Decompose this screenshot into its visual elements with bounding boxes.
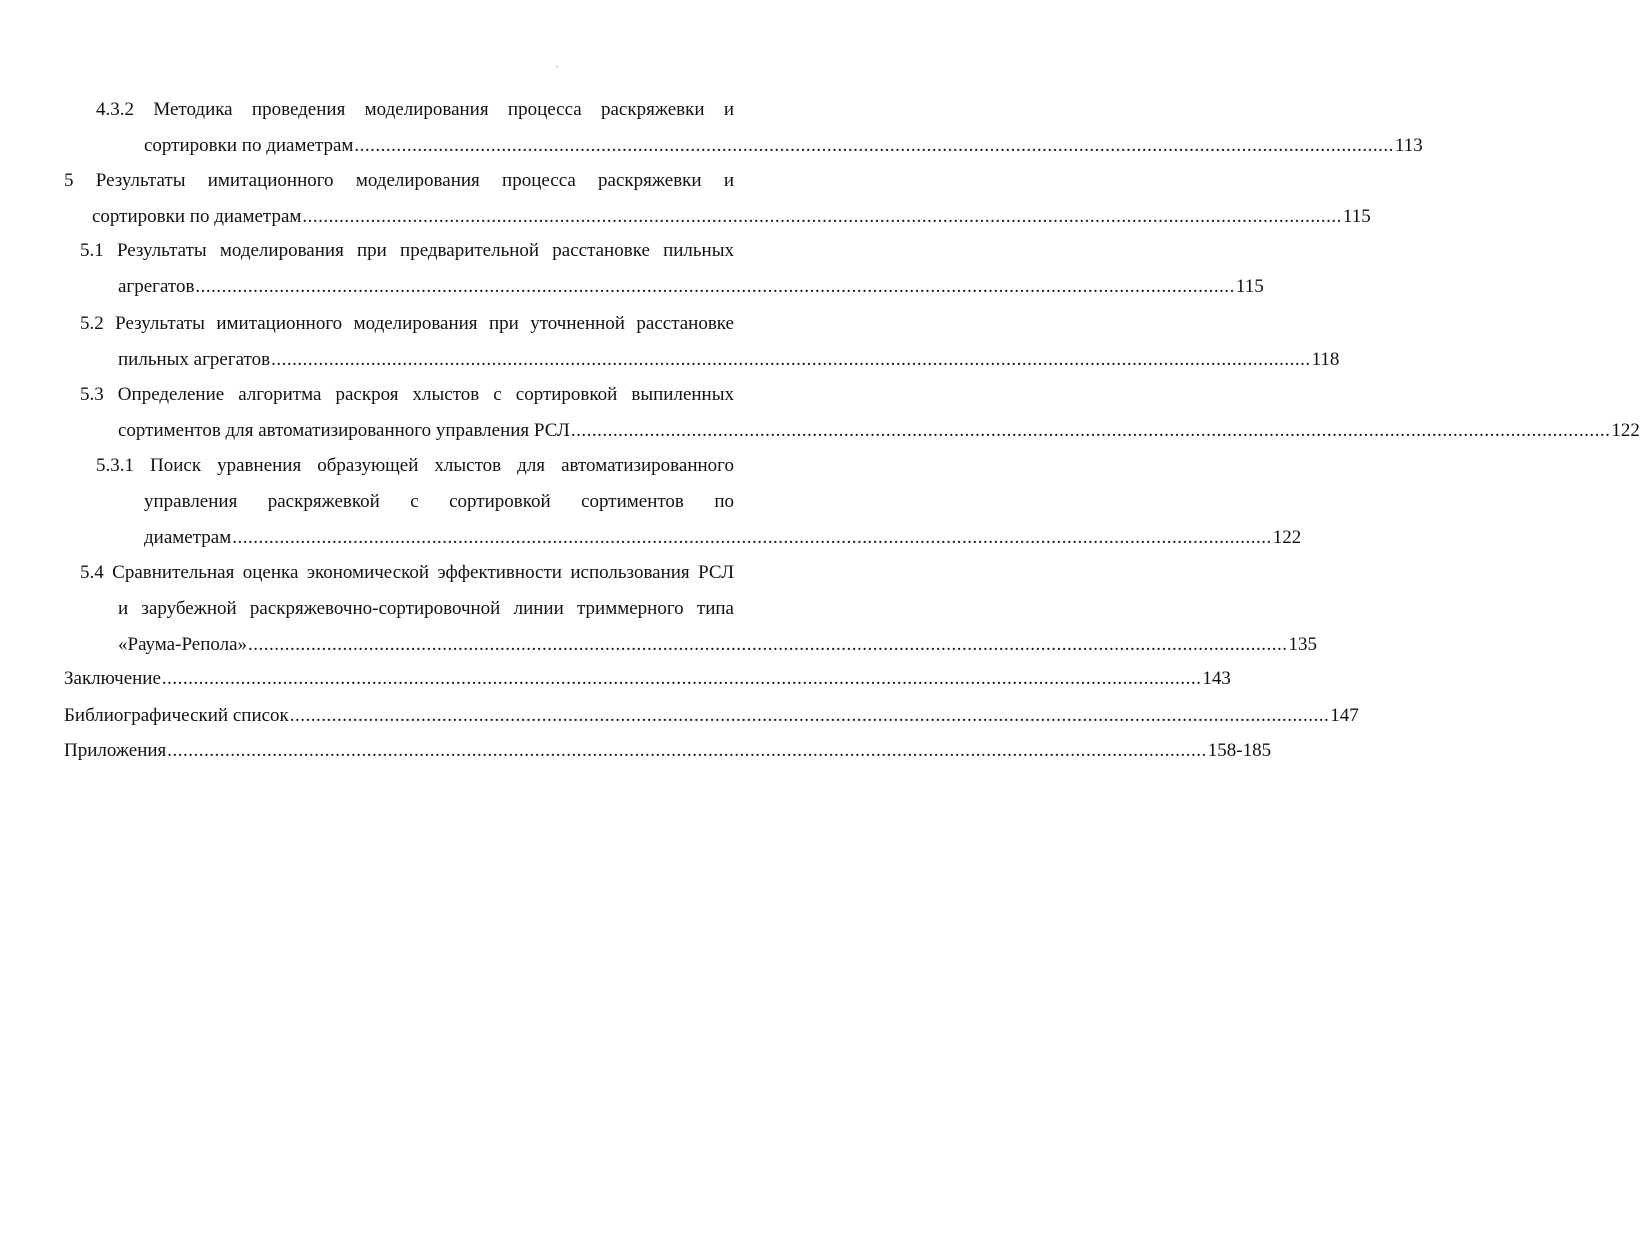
toc-entry-text: 5.4 Сравнительная оценка экономической эффективности использования РСЛ — [80, 562, 734, 583]
toc-entry-title-end: пильных агрегатов — [118, 349, 271, 370]
leader-dots: ...................................................................................................................................................................................................... — [289, 705, 1330, 726]
toc-entry-text: 5.3 Определение алгоритма раскроя хлыстов с сортировкой выпиленных — [80, 384, 734, 405]
toc-entry-title-end: сортировки по диаметрам — [144, 135, 354, 156]
toc-entry-text: 5 Результаты имитационного моделирования процесса раскряжевки и — [64, 170, 734, 191]
toc-page-number: 147 — [1330, 705, 1359, 726]
leader-dots: ...................................................................................................................................................................................................... — [271, 349, 1311, 370]
toc-entry-5 — [64, 163, 1371, 235]
toc-entry-text: и зарубежной раскряжевочно-сортировочной линии триммерного типа — [118, 598, 734, 619]
toc-entry-text: 5.2 Результаты имитационного моделирования при уточненной расстановке — [80, 313, 734, 334]
toc-entry-5-3 — [80, 377, 1640, 449]
toc-entry-conclusion — [64, 661, 1231, 697]
toc-entry-text: 4.3.2 Методика проведения моделирования процесса раскряжевки и — [96, 99, 734, 120]
toc-entry-title-end: Библиографический список — [64, 705, 289, 726]
leader-dots: ...................................................................................................................................................................................................... — [302, 206, 1342, 227]
toc-entry-title-end: Приложения — [64, 740, 167, 761]
toc-page-number: 122 — [1272, 527, 1302, 548]
toc-entry-title-end: Заключение — [64, 668, 161, 689]
toc-page-number: 115 — [1342, 206, 1371, 227]
toc-entry-appendices — [64, 733, 1272, 769]
toc-entry-title-end: сортиментов для автоматизированного управления РСЛ — [118, 420, 570, 441]
toc-entry-title-end: сортировки по диаметрам — [92, 206, 302, 227]
toc-entry-5-1 — [80, 233, 1264, 305]
toc-page-number: 143 — [1202, 668, 1231, 689]
toc-entry-5-2 — [80, 306, 1340, 378]
toc-entry-4-3-2 — [96, 92, 1423, 164]
leader-dots: ...................................................................................................................................................................................................... — [570, 420, 1611, 441]
toc-entry-text: 5.1 Результаты моделирования при предварительной расстановке пильных — [80, 240, 734, 261]
toc-entry-5-3-1 — [96, 448, 1302, 556]
toc-page-number: 115 — [1235, 276, 1264, 297]
toc-page-number: 118 — [1311, 349, 1340, 370]
toc-entry-title-end: «Раума-Репола» — [118, 634, 248, 655]
toc-entry-5-4 — [80, 555, 1318, 663]
toc-page-number: 122 — [1611, 420, 1640, 441]
toc-page-number: 158-185 — [1207, 740, 1272, 761]
toc-entry-title-end: диаметрам — [144, 527, 232, 548]
leader-dots: ...................................................................................................................................................................................................... — [248, 634, 1288, 655]
leader-dots: ...................................................................................................................................................................................................... — [195, 276, 1235, 297]
leader-dots: ...................................................................................................................................................................................................... — [354, 135, 1394, 156]
toc-entry-bibliography — [64, 698, 1359, 734]
leader-dots: ...................................................................................................................................................................................................... — [167, 740, 1207, 761]
toc-entry-text: 5.3.1 Поиск уравнения образующей хлыстов для автоматизированного — [96, 455, 734, 476]
toc-page-number: 113 — [1394, 135, 1423, 156]
scan-speck — [556, 66, 558, 67]
toc-entry-text: управления раскряжевкой с сортировкой сортиментов по — [144, 491, 734, 512]
leader-dots: ...................................................................................................................................................................................................... — [161, 668, 1202, 689]
toc-page-number: 135 — [1288, 634, 1318, 655]
toc-entry-title-end: агрегатов — [118, 276, 195, 297]
leader-dots: ...................................................................................................................................................................................................... — [232, 527, 1272, 548]
